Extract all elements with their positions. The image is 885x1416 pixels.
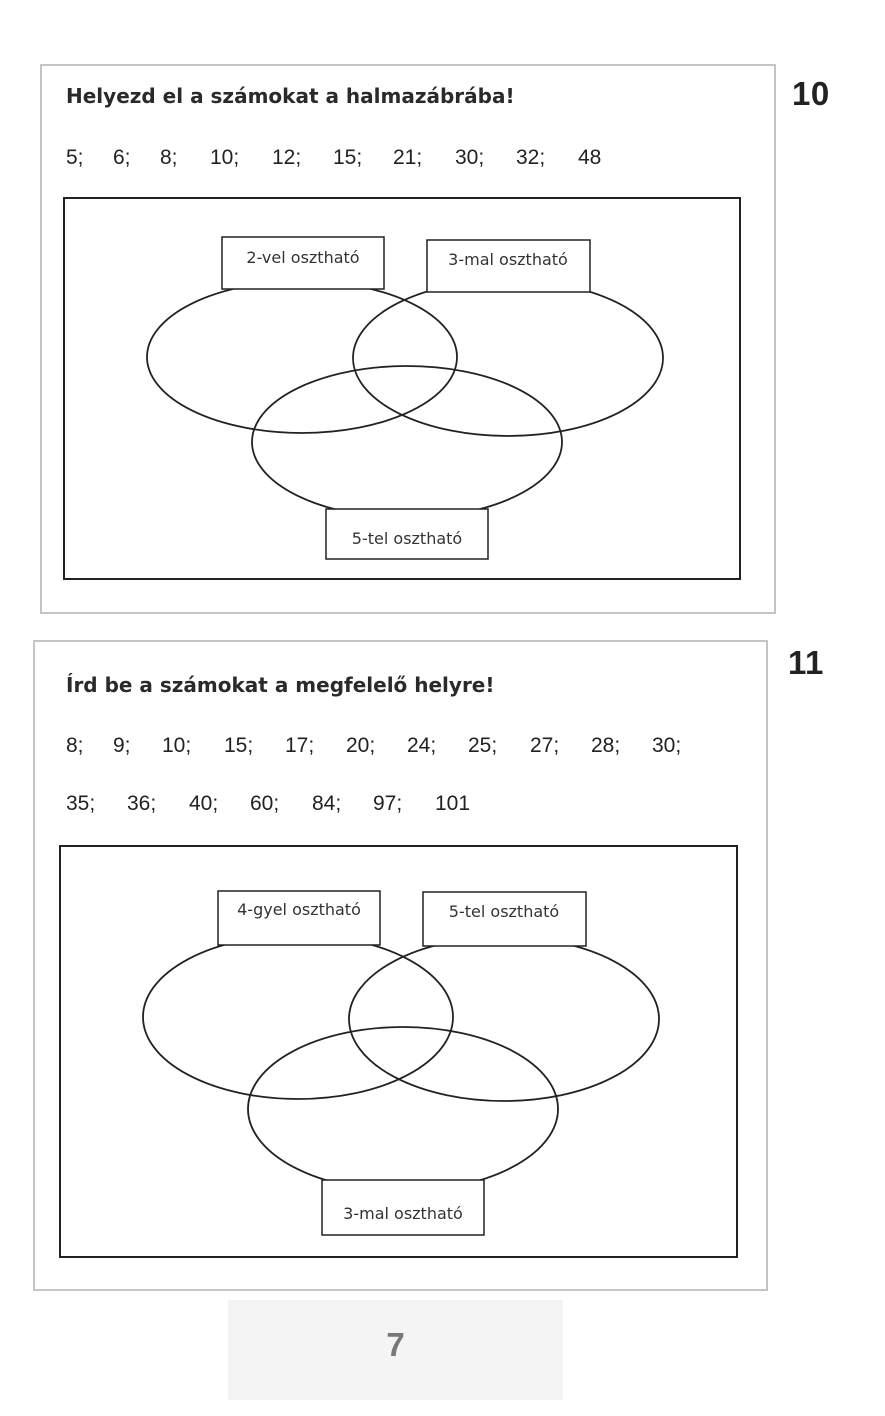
task-11-instruction: Írd be a számokat a megfelelő helyre! <box>66 673 495 697</box>
number-item: 60; <box>250 792 280 815</box>
number-item: 84; <box>312 792 342 815</box>
set-ellipse-bottom <box>252 366 562 518</box>
task-number-10: 10 <box>792 75 830 112</box>
set-ellipse-left <box>143 935 453 1099</box>
task-10-venn-diagram <box>64 198 740 579</box>
number-item: 35; <box>66 792 96 815</box>
task-10-instruction: Helyezd el a számokat a halmazábrába! <box>66 84 515 108</box>
number-item: 32; <box>516 146 546 169</box>
number-item: 17; <box>285 734 315 757</box>
number-item: 12; <box>272 146 302 169</box>
set-label-text: 3-mal osztható <box>343 1204 463 1223</box>
number-item: 30; <box>652 734 682 757</box>
number-item: 10; <box>210 146 240 169</box>
number-item: 15; <box>333 146 363 169</box>
set-label-text: 4-gyel osztható <box>237 900 361 919</box>
number-item: 27; <box>530 734 560 757</box>
number-item: 28; <box>591 734 621 757</box>
number-item: 5; <box>66 146 84 169</box>
set-label-text: 5-tel osztható <box>351 529 463 548</box>
number-item: 30; <box>455 146 485 169</box>
task-11-venn-diagram <box>60 846 737 1257</box>
set-label-box-3 <box>427 240 590 292</box>
number-item: 9; <box>113 734 131 757</box>
set-ellipse-right <box>349 937 659 1101</box>
set-label-box-5 <box>423 892 586 946</box>
number-item: 8; <box>160 146 178 169</box>
set-label-box-4 <box>218 891 380 945</box>
number-item: 6; <box>113 146 131 169</box>
set-label-text: 3-mal osztható <box>448 250 568 269</box>
number-item: 10; <box>162 734 192 757</box>
set-label-box-3 <box>322 1180 484 1235</box>
number-item: 15; <box>224 734 254 757</box>
set-ellipse-bottom <box>248 1027 558 1191</box>
set-label-text: 2-vel osztható <box>246 248 360 267</box>
page-number: 7 <box>386 1326 405 1363</box>
number-item: 101 <box>435 792 471 815</box>
number-item: 25; <box>468 734 498 757</box>
task-number-11: 11 <box>788 644 824 681</box>
number-item: 36; <box>127 792 157 815</box>
set-label-box-2 <box>222 237 384 289</box>
number-item: 8; <box>66 734 84 757</box>
set-ellipse-left <box>147 281 457 433</box>
number-item: 21; <box>393 146 423 169</box>
number-item: 24; <box>407 734 437 757</box>
number-item: 48 <box>578 146 602 169</box>
number-item: 20; <box>346 734 376 757</box>
set-label-text: 5-tel osztható <box>448 902 560 921</box>
number-item: 40; <box>189 792 219 815</box>
number-item: 97; <box>373 792 403 815</box>
set-ellipse-right <box>353 280 663 436</box>
set-label-box-5 <box>326 509 488 559</box>
